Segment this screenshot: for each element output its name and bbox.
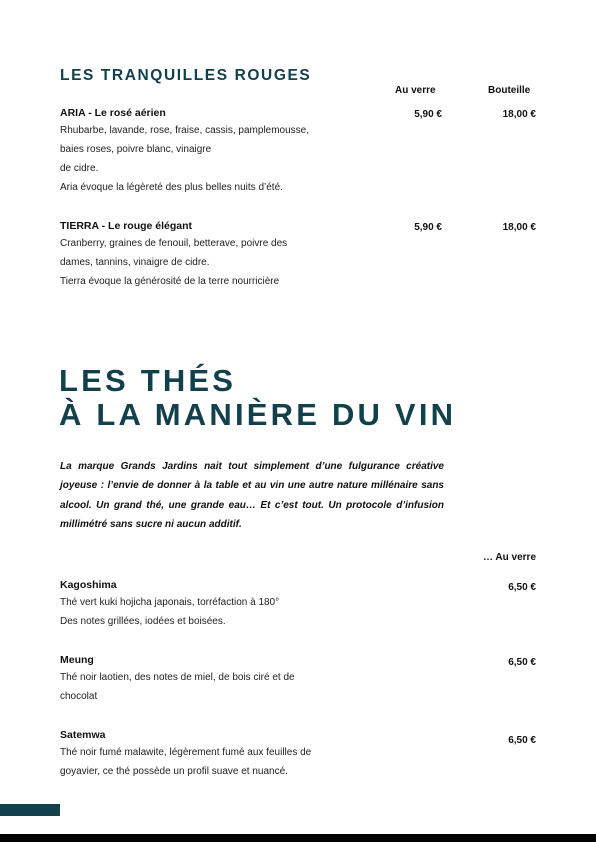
description-line: de cidre. (60, 163, 99, 174)
item-description (60, 668, 295, 706)
section-title-thes (59, 364, 456, 432)
description-line: Thé noir laotien, des notes de miel, de bois ciré et de (60, 672, 295, 683)
description-line: Cranberry, graines de fenouil, betterave, poivre des (60, 238, 288, 249)
item-name: Kagoshima (60, 579, 117, 591)
intro-paragraph: La marque Grands Jardins nait tout simplement d’une fulgurance créative joyeuse : l’envie de donner à la table et au vin une autre nature millénaire sans alcool. Un grand thé, une grande eau… Et c’est tout. Un protocole d’infusion millimétré sans sucre ni aucun additif. (60, 461, 444, 530)
description-line: goyavier, ce thé possède un profil suave et nuancé. (60, 766, 288, 777)
item-name: TIERRA - Le rouge élégant (60, 220, 193, 232)
description-line: dames, tannins, vinaigre de cidre. (60, 257, 210, 268)
section-title-tranquilles-rouges: LES TRANQUILLES ROUGES (60, 67, 312, 84)
description-line: Thé vert kuki hojicha japonais, torréfaction à 180° (60, 597, 280, 608)
menu-item-tierra (60, 220, 287, 291)
item-name: ARIA - Le rosé aérien (60, 107, 166, 119)
description-line: baies roses, poivre blanc, vinaigre (60, 144, 212, 155)
price-bottle: 18,00 € (502, 109, 536, 120)
menu-item-aria (60, 107, 309, 197)
price-glass: 5,90 € (414, 222, 442, 233)
item-description (60, 743, 311, 781)
description-line: Des notes grillées, iodées et boisées. (60, 616, 226, 627)
item-name: Satemwa (60, 729, 106, 741)
description-line: Thé noir fumé malawite, légèrement fumé aux feuilles de (60, 747, 312, 758)
description-line: Rhubarbe, lavande, rose, fraise, cassis, pamplemousse, (60, 125, 310, 136)
column-header-bottle: Bouteille (488, 85, 531, 96)
price-glass: 6,50 € (508, 657, 536, 668)
column-header-glass: Au verre (395, 85, 436, 96)
title-line: À LA MANIÈRE DU VIN (59, 397, 457, 432)
title-line: LES THÉS (59, 363, 237, 398)
price-glass: 5,90 € (414, 109, 442, 120)
description-line: Aria évoque la légèreté des plus belles nuits d’été. (60, 182, 283, 193)
price-glass: 6,50 € (508, 735, 536, 746)
footer-bar (0, 834, 596, 842)
item-description (60, 234, 287, 291)
menu-item-meung (60, 654, 295, 706)
column-header-glass: … Au verre (483, 552, 536, 563)
menu-item-kagoshima (60, 579, 279, 631)
item-description (60, 593, 279, 631)
menu-item-satemwa (60, 729, 311, 781)
item-description (60, 121, 309, 197)
item-name: Meung (60, 654, 94, 666)
price-bottle: 18,00 € (502, 222, 536, 233)
accent-bar (0, 804, 60, 816)
description-line: chocolat (60, 691, 98, 702)
description-line: Tierra évoque la générosité de la terre nourricière (60, 276, 280, 287)
price-glass: 6,50 € (508, 582, 536, 593)
